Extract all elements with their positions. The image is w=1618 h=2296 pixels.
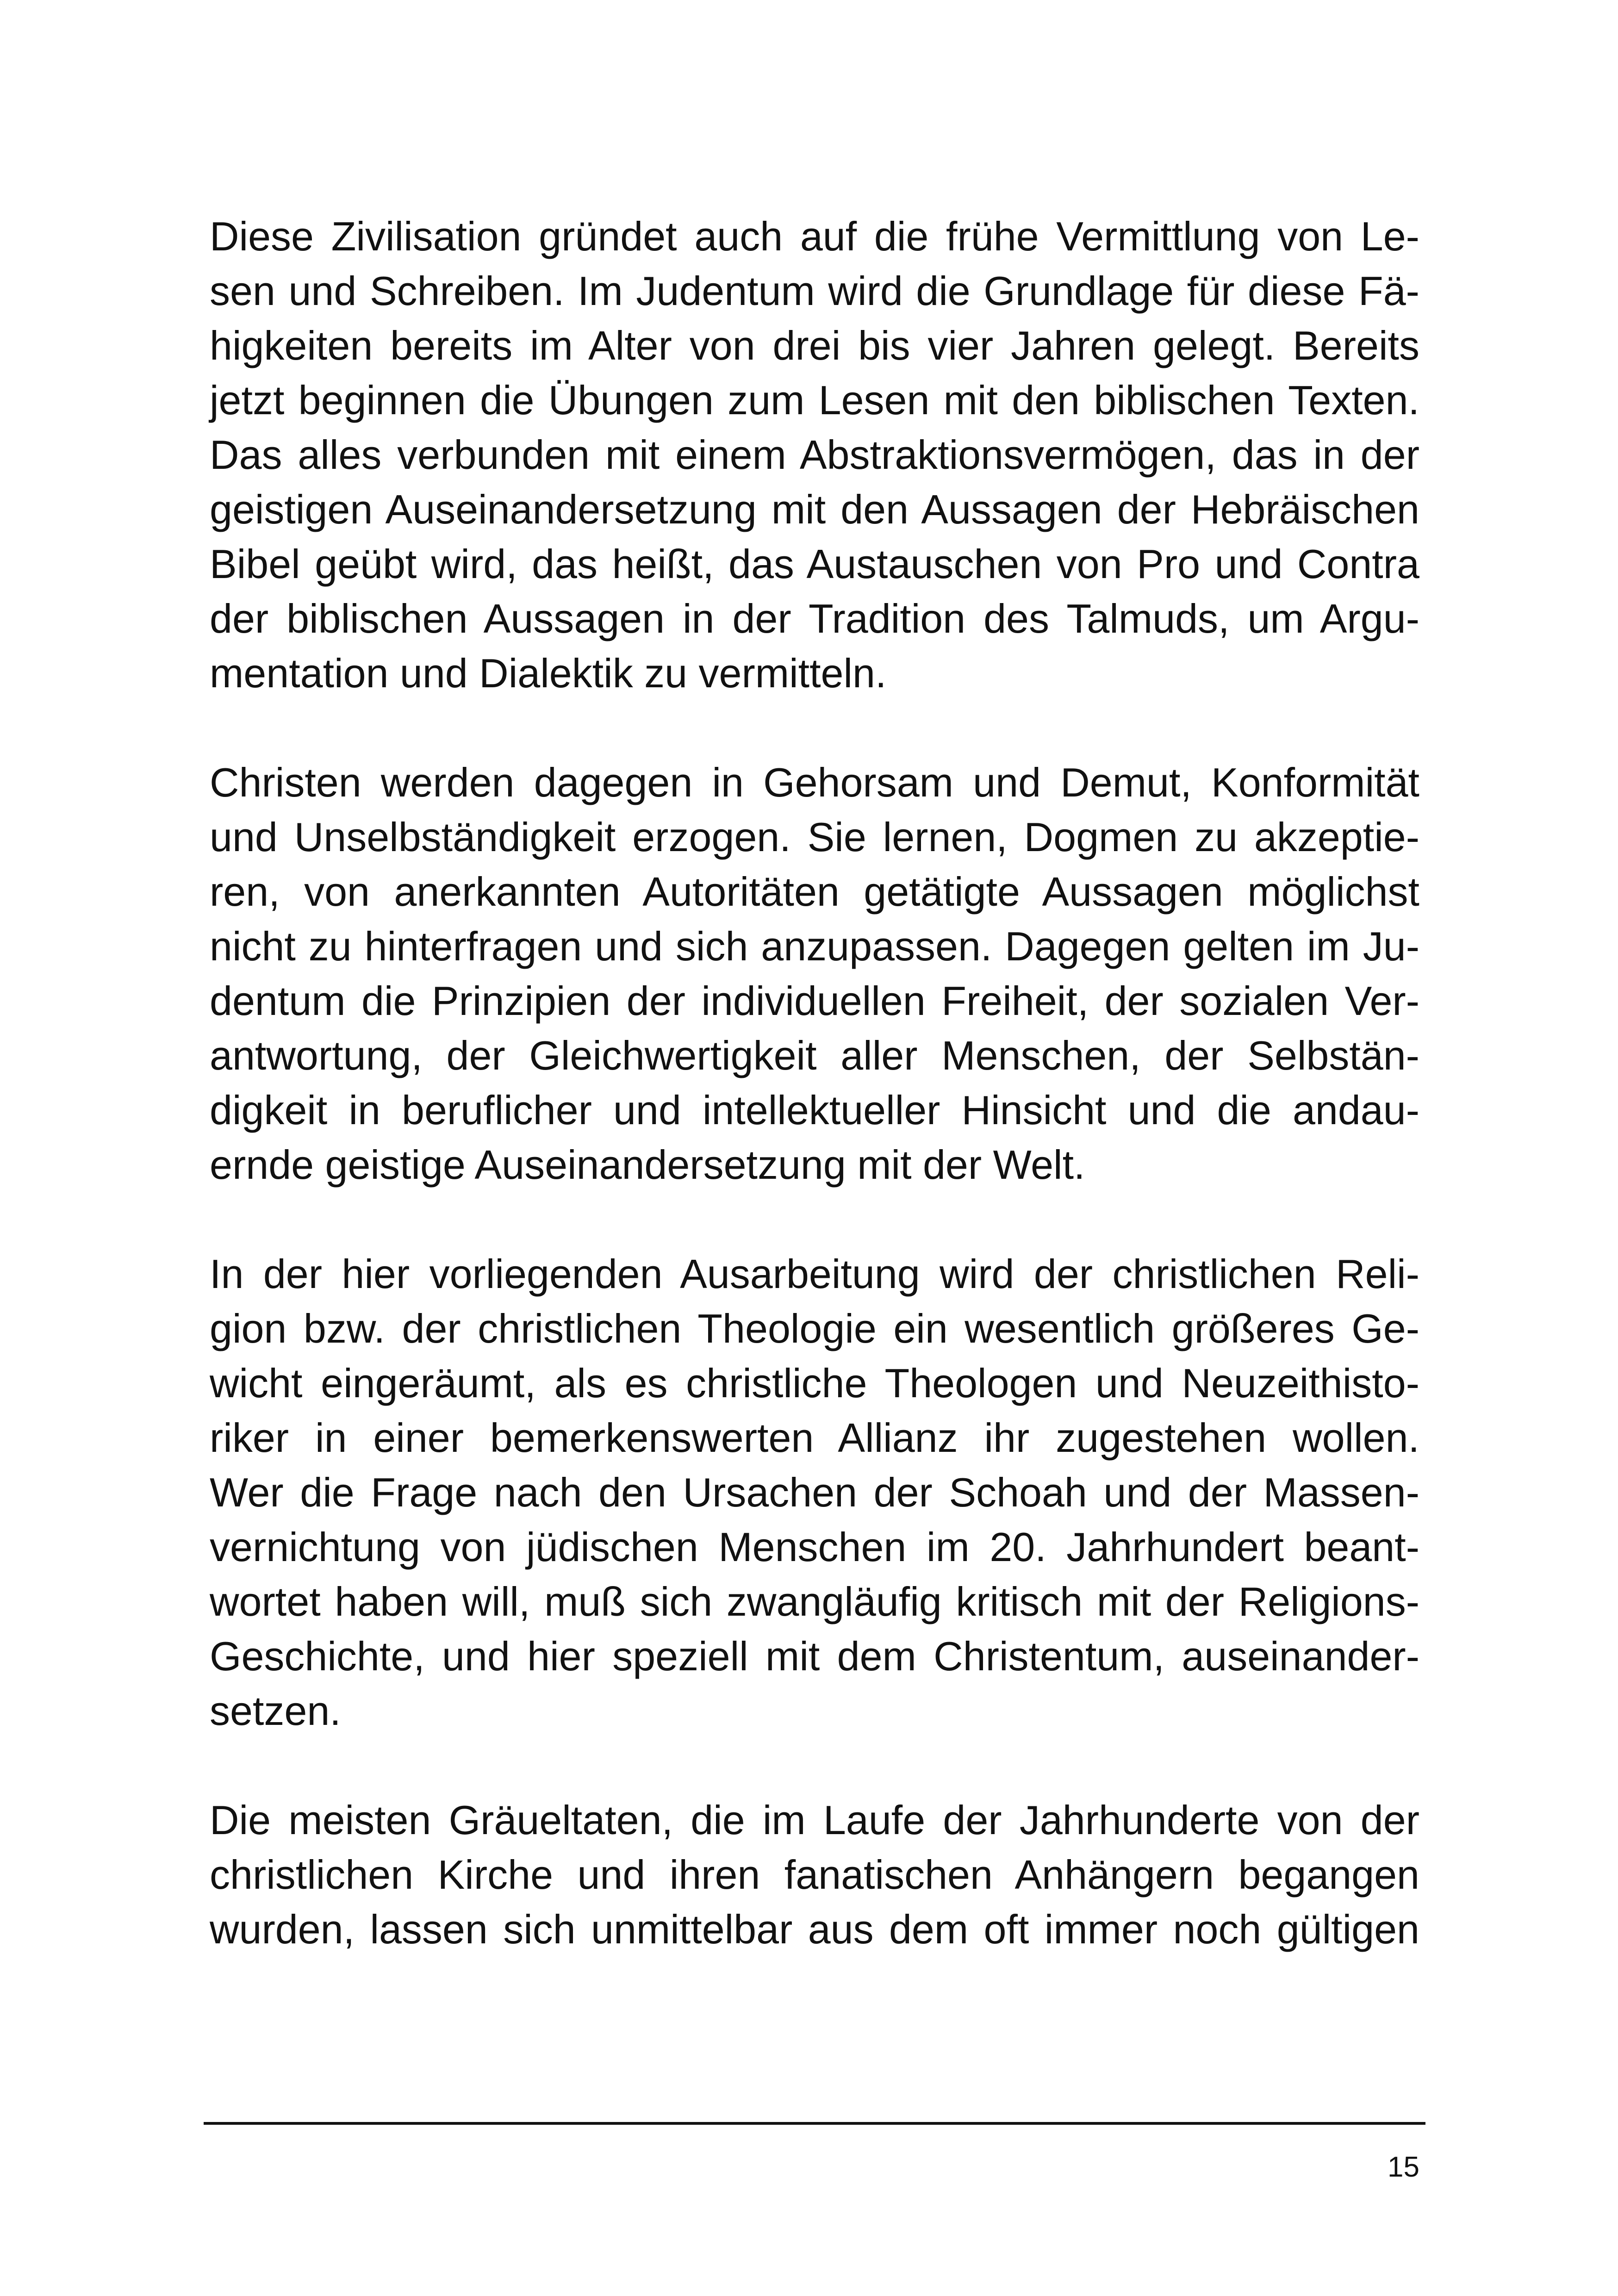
text-line: setzen.	[210, 1688, 341, 1734]
text-line: wicht eingeräumt, als es christliche Theologen und Neuzeithisto-	[210, 1360, 1419, 1406]
text-line: riker in einer bemerkenswerten Allianz ihr zugestehen wollen.	[210, 1415, 1419, 1461]
text-line: wortet haben will, muß sich zwangläufig kritisch mit der Religions-	[210, 1579, 1419, 1624]
text-line: und Unselbständigkeit erzogen. Sie lernen, Dogmen zu akzeptie-	[210, 814, 1419, 860]
text-line: Die meisten Gräueltaten, die im Laufe der Jahrhunderte von der	[210, 1797, 1419, 1843]
text-line: vernichtung von jüdischen Menschen im 20. Jahrhundert beant-	[210, 1524, 1419, 1570]
text-line: digkeit in beruflicher und intellektueller Hinsicht und die andau-	[210, 1087, 1419, 1133]
page-number: 15	[1388, 2151, 1419, 2183]
text-line: der biblischen Aussagen in der Tradition des Talmuds, um Argu-	[210, 596, 1419, 641]
paragraph-4	[210, 1793, 1419, 1957]
text-line: dentum die Prinzipien der individuellen Freiheit, der sozialen Ver-	[210, 978, 1419, 1024]
text-line: christlichen Kirche und ihren fanatischen Anhängern begangen	[210, 1852, 1419, 1898]
text-line: nicht zu hinterfragen und sich anzupassen. Dagegen gelten im Ju-	[210, 923, 1419, 969]
paragraph-3	[210, 1247, 1419, 1738]
paragraph-2	[210, 755, 1419, 1192]
text-line: Diese Zivilisation gründet auch auf die frühe Vermittlung von Le-	[210, 213, 1419, 259]
body-text	[210, 209, 1419, 2011]
text-line: In der hier vorliegenden Ausarbeitung wird der christlichen Reli-	[210, 1251, 1419, 1297]
text-line: sen und Schreiben. Im Judentum wird die Grundlage für diese Fä-	[210, 268, 1419, 314]
text-line: Das alles verbunden mit einem Abstraktionsvermögen, das in der	[210, 432, 1419, 478]
text-line: jetzt beginnen die Übungen zum Lesen mit den biblischen Texten.	[210, 377, 1419, 423]
text-line: Bibel geübt wird, das heißt, das Austauschen von Pro und Contra	[210, 541, 1419, 587]
footer-rule	[204, 2122, 1425, 2125]
text-line: Wer die Frage nach den Ursachen der Schoah und der Massen-	[210, 1469, 1419, 1515]
text-line: wurden, lassen sich unmittelbar aus dem oft immer noch gültigen	[210, 1906, 1419, 1952]
paragraph-1	[210, 209, 1419, 701]
text-line: antwortung, der Gleichwertigkeit aller Menschen, der Selbstän-	[210, 1033, 1419, 1078]
text-line: higkeiten bereits im Alter von drei bis vier Jahren gelegt. Bereits	[210, 323, 1419, 368]
text-line: gion bzw. der christlichen Theologie ein wesentlich größeres Ge-	[210, 1306, 1419, 1351]
text-line: geistigen Auseinandersetzung mit den Aussagen der Hebräischen	[210, 486, 1419, 532]
text-line: ernde geistige Auseinandersetzung mit der Welt.	[210, 1142, 1085, 1188]
text-line: ren, von anerkannten Autoritäten getätigte Aussagen möglichst	[210, 869, 1419, 915]
text-line: Christen werden dagegen in Gehorsam und Demut, Konformität	[210, 759, 1419, 805]
text-line: Geschichte, und hier speziell mit dem Christentum, auseinander-	[210, 1633, 1419, 1679]
text-line: mentation und Dialektik zu vermitteln.	[210, 650, 887, 696]
